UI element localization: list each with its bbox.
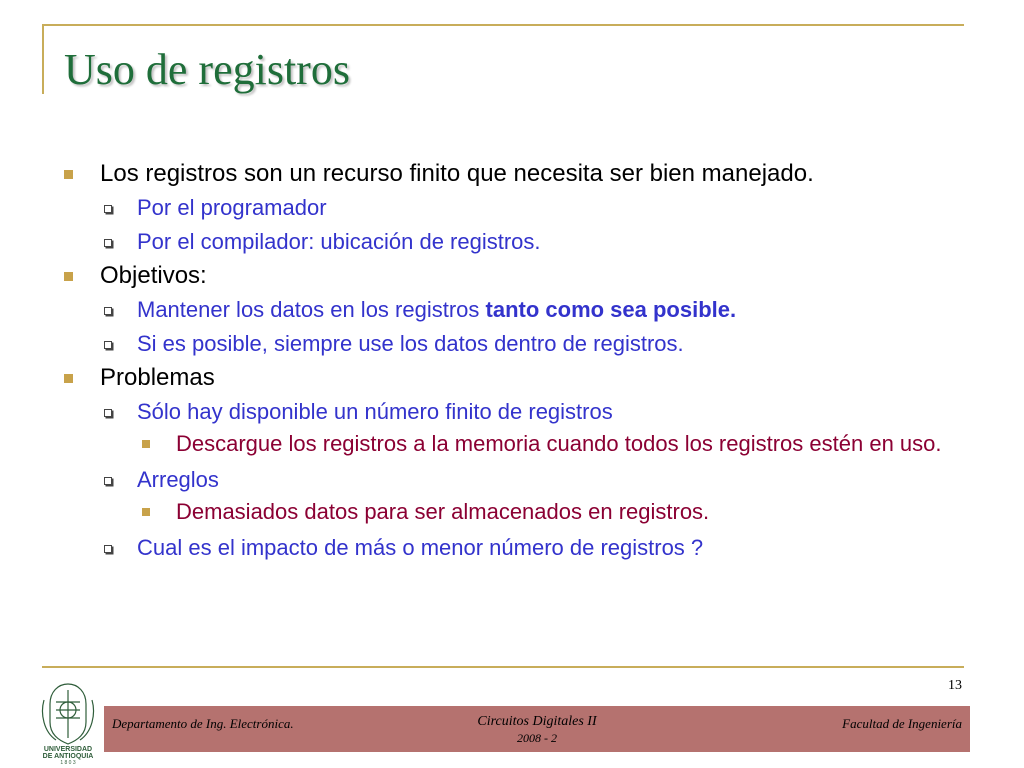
square-bullet-icon — [142, 440, 150, 448]
bullet-item — [60, 160, 964, 188]
hollow-square-bullet-icon — [104, 239, 112, 247]
sub-bullet-text: Sólo hay disponible un número finito de registros — [137, 399, 613, 424]
sub-bullet-text: Cual es el impacto de más o menor número de registros ? — [137, 535, 704, 560]
footer-right-text: Facultad de Ingeniería — [842, 716, 962, 731]
sub-bullet-item — [60, 296, 964, 324]
sub-bullet-item — [60, 398, 964, 426]
hollow-square-bullet-icon — [104, 205, 112, 213]
bullet-text: Los registros son un recurso finito que necesita ser bien manejado. — [100, 160, 814, 187]
sub-bullet-text: Por el compilador: ubicación de registros. — [137, 229, 541, 254]
square-bullet-icon — [64, 374, 73, 383]
hollow-square-bullet-icon — [104, 545, 112, 553]
sub-bullet-text: Arreglos — [137, 467, 219, 492]
square-bullet-icon — [142, 508, 150, 516]
sub-sub-bullet-text: Demasiados datos para ser almacenados en registros. — [176, 499, 710, 524]
top-frame-line — [42, 24, 964, 26]
slide-content — [60, 160, 964, 568]
sub-bullet-item — [60, 228, 964, 256]
bullet-item — [60, 364, 964, 392]
footer-course-term: 2008 - 2 — [517, 731, 557, 745]
logo-text-3: 1 8 0 3 — [60, 760, 76, 764]
sub-bullet-text: Por el programador — [137, 195, 327, 220]
sub-bullet-text: Mantener los datos en los registros — [137, 297, 486, 322]
hollow-square-bullet-icon — [104, 307, 112, 315]
logo-text-1: UNIVERSIDAD — [43, 746, 93, 753]
hollow-square-bullet-icon — [104, 409, 112, 417]
sub-sub-bullet-text: Descargue los registros a la memoria cuando todos los registros estén en uso. — [176, 431, 942, 456]
slide-title: Uso de registros — [64, 45, 350, 94]
square-bullet-icon — [64, 272, 73, 281]
bullet-text: Objetivos: — [100, 262, 207, 289]
bullet-text: Problemas — [100, 364, 215, 391]
sub-bullet-text: Si es posible, siempre use los datos dentro de registros. — [137, 331, 684, 356]
footer-center — [104, 714, 970, 746]
footer-bar — [104, 706, 970, 752]
sub-sub-bullet-item — [60, 432, 964, 456]
logo-text-2: DE ANTIOQUIA — [42, 753, 94, 760]
university-logo — [36, 680, 100, 764]
square-bullet-icon — [64, 170, 73, 179]
sub-bullet-bold-text: tanto como sea posible. — [485, 297, 737, 322]
left-frame-line — [42, 24, 44, 94]
footer-left-text: Departamento de Ing. Electrónica. — [112, 716, 294, 731]
footer-separator — [42, 666, 964, 668]
hollow-square-bullet-icon — [104, 341, 112, 349]
footer-course-title: Circuitos Digitales II — [477, 714, 597, 729]
hollow-square-bullet-icon — [104, 477, 112, 485]
sub-bullet-item — [60, 194, 964, 222]
bullet-item — [60, 262, 964, 290]
page-number: 13 — [948, 678, 962, 693]
sub-bullet-item — [60, 534, 964, 562]
sub-sub-bullet-item — [60, 500, 964, 524]
sub-bullet-item — [60, 466, 964, 494]
sub-bullet-item — [60, 330, 964, 358]
